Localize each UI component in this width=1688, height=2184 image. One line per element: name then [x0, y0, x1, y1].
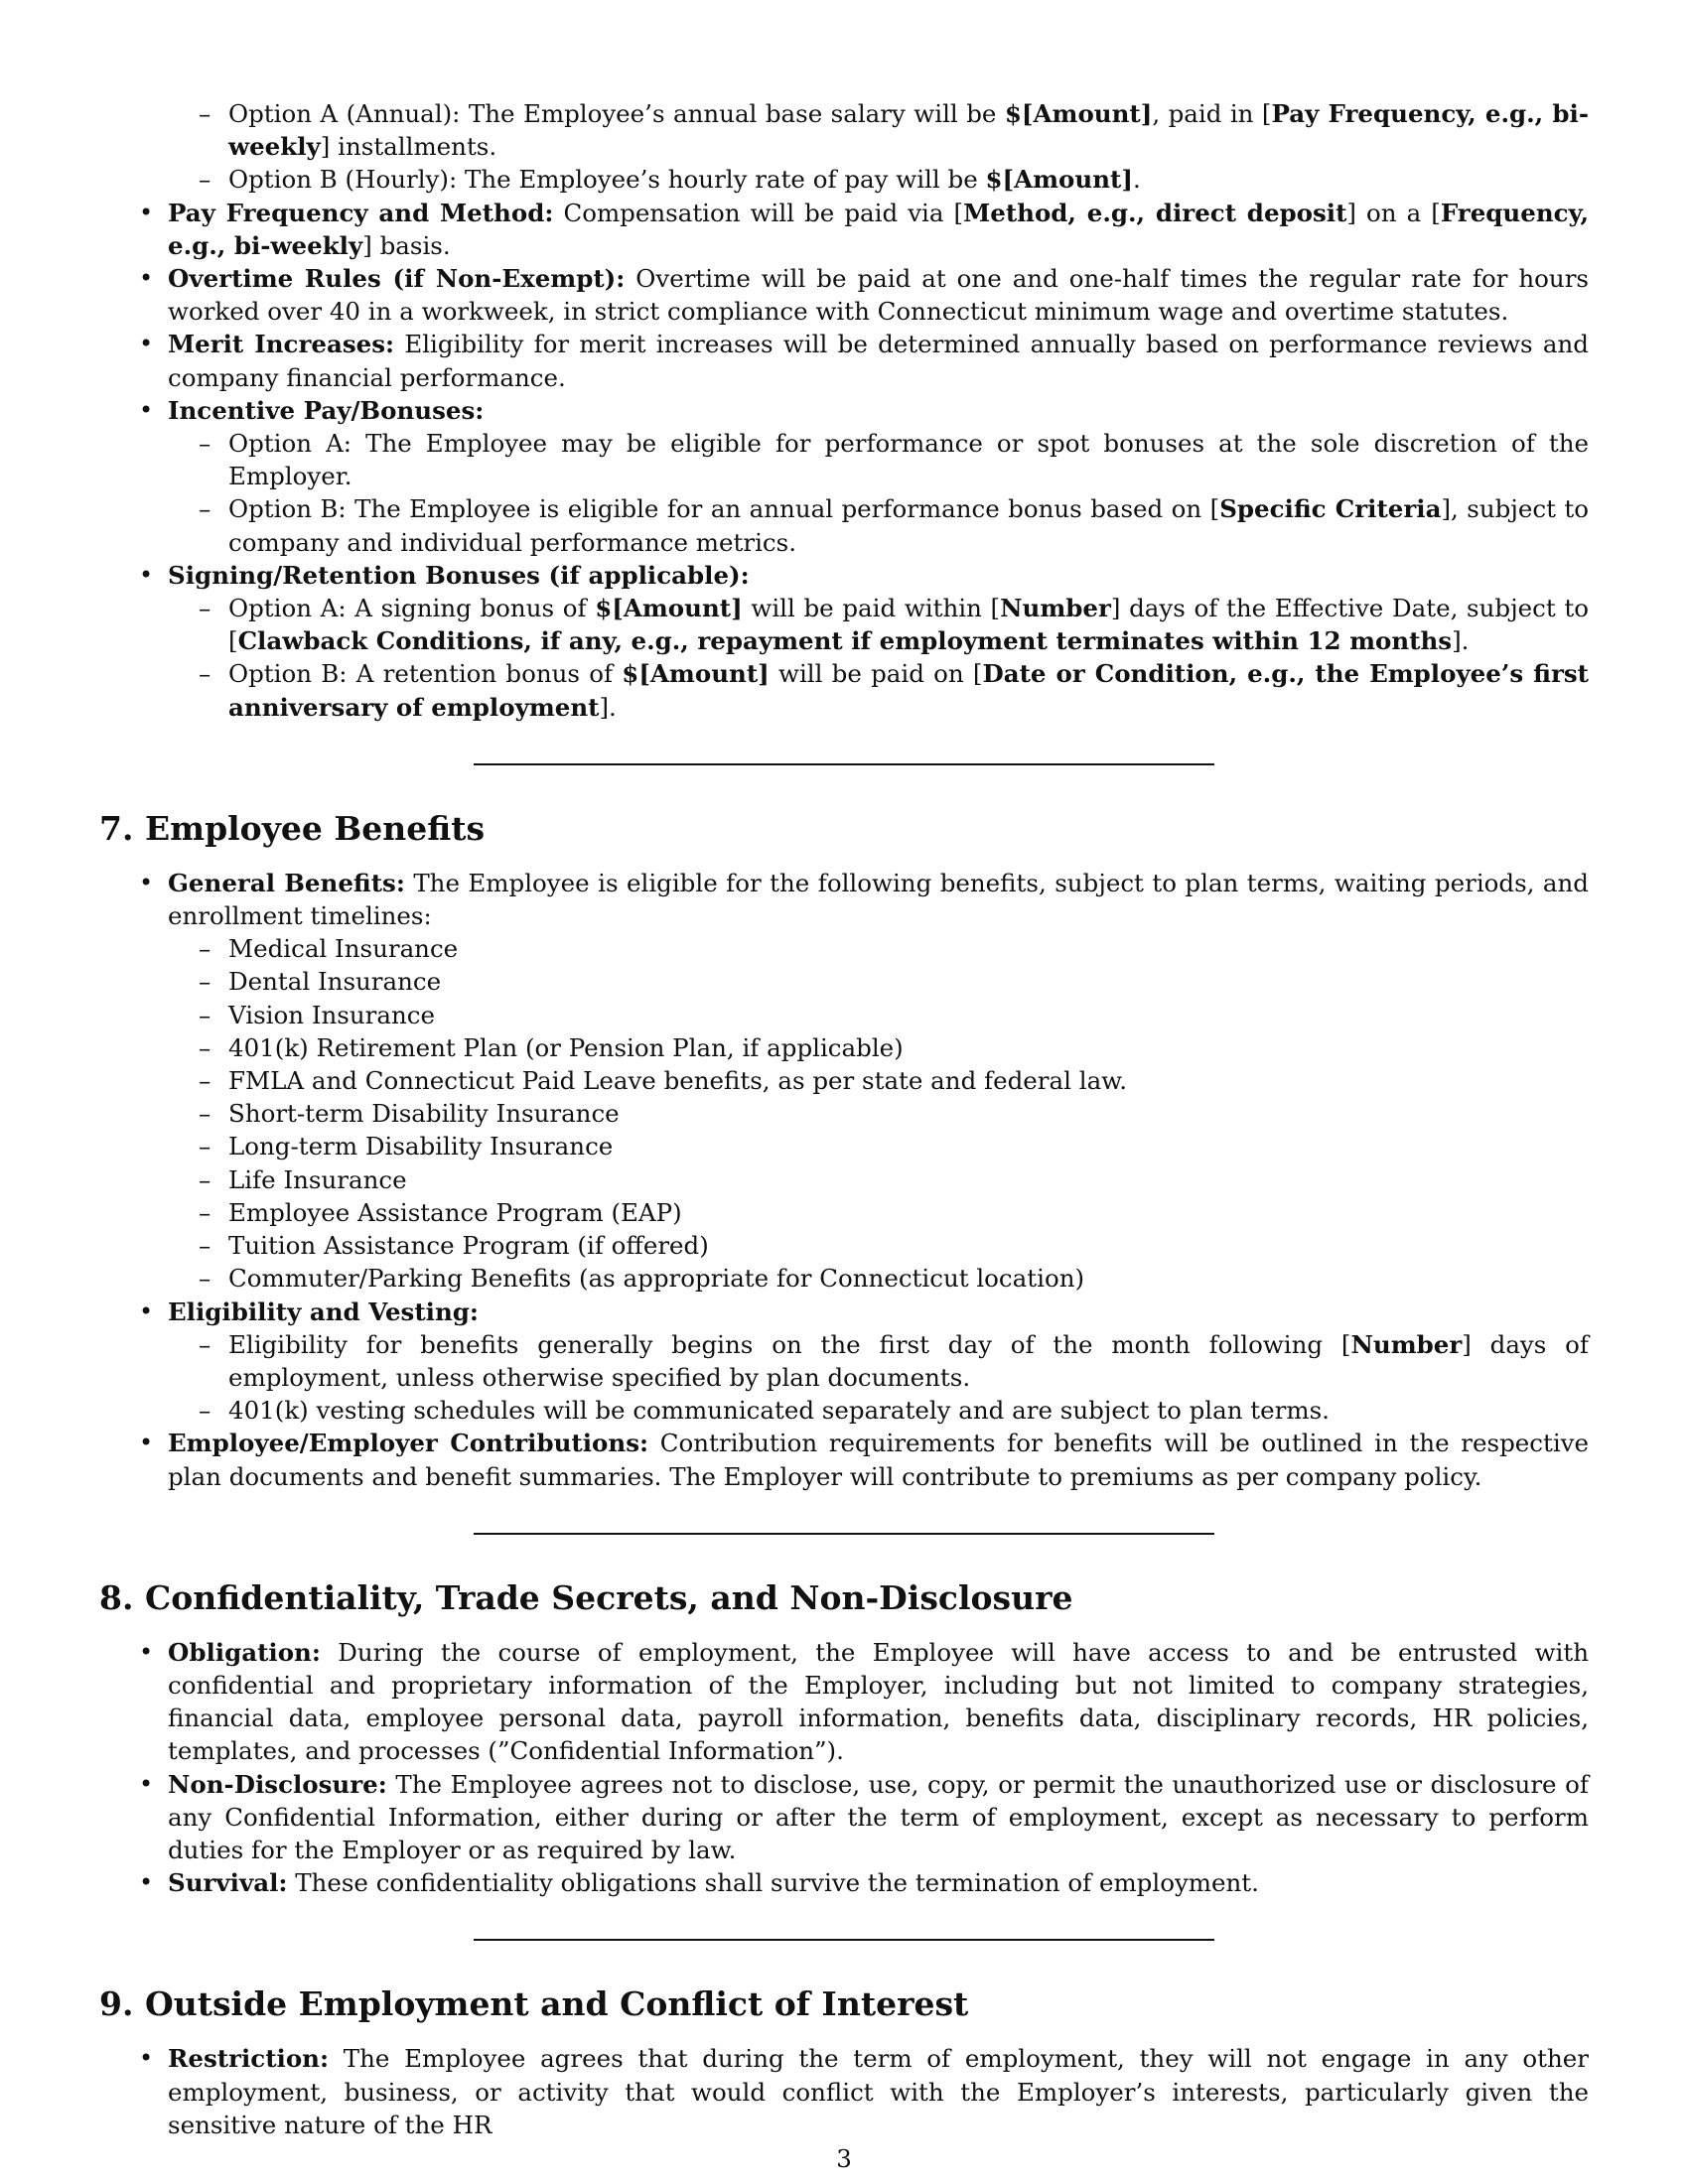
eligibility-subitem: – Eligibility for benefits generally begins on the first day of the month following [Number] days of employment, unless otherwise specified by plan documents. [99, 1328, 1589, 1394]
benefit-list-item: – Medical Insurance [99, 932, 1589, 965]
benefit-list-item: – Commuter/Parking Benefits (as appropriate for Connecticut location) [99, 1262, 1589, 1295]
eligibility-item: • Eligibility and Vesting: [99, 1296, 1589, 1328]
benefits-list [99, 932, 1589, 1295]
obligation-item: • Obligation: During the course of employment, the Employee will have access to and be entrusted with confidential and proprietary information of the Employer, including but not limited to company strategies, financial data, employee personal data, payroll information, benefits data, disciplinary records, HR policies, templates, and processes (”Confidential Information”). [99, 1636, 1589, 1768]
survival-item: • Survival: These confidentiality obligations shall survive the termination of employment. [99, 1866, 1589, 1899]
restriction-item: • Restriction: The Employee agrees that during the term of employment, they will not engage in any other employment, business, or activity that would conflict with the Employer’s interests, particularly given the sensitive nature of the HR [99, 2042, 1589, 2141]
benefit-list-item: – Life Insurance [99, 1163, 1589, 1196]
general-benefits-item: • General Benefits: The Employee is eligible for the following benefits, subject to plan terms, waiting periods, and enrollment timelines: [99, 867, 1589, 932]
incentive-option-b: – Option B: The Employee is eligible for an annual performance bonus based on [Specific Criteria], subject to company and individual performance metrics. [99, 492, 1589, 558]
merit-item: • Merit Increases: Eligibility for merit increases will be determined annually based on performance reviews and company financial performance. [99, 328, 1589, 393]
benefit-list-item: – FMLA and Connecticut Paid Leave benefits, as per state and federal law. [99, 1064, 1589, 1097]
option-b-hourly: – Option B (Hourly): The Employee’s hourly rate of pay will be $[Amount]. [99, 163, 1589, 196]
vesting-subitem: – 401(k) vesting schedules will be communicated separately and are subject to plan terms. [99, 1394, 1589, 1427]
section-8-heading: 8. Confidentiality, Trade Secrets, and Non-Disclosure [99, 1577, 1073, 1617]
document-page [99, 97, 1589, 2141]
section-7-heading: 7. Employee Benefits [99, 808, 486, 848]
incentive-option-a: – Option A: The Employee may be eligible for performance or spot bonuses at the sole discretion of the Employer. [99, 427, 1589, 492]
benefit-list-item: – Short-term Disability Insurance [99, 1097, 1589, 1130]
non-disclosure-item: • Non-Disclosure: The Employee agrees not to disclose, use, copy, or permit the unauthorized use or disclosure of any Confidential Information, either during or after the term of employment, except as necessary to perform duties for the Employer or as required by law. [99, 1768, 1589, 1867]
section-divider [474, 1939, 1214, 1941]
benefit-list-item: – Dental Insurance [99, 965, 1589, 998]
overtime-item: • Overtime Rules (if Non-Exempt): Overtime will be paid at one and one-half times the regular rate for hours worked over 40 in a workweek, in strict compliance with Connecticut minimum wage and overtime statutes. [99, 262, 1589, 328]
contributions-item: • Employee/Employer Contributions: Contribution requirements for benefits will be outlined in the respective plan documents and benefit summaries. The Employer will contribute to premiums as per company policy. [99, 1427, 1589, 1492]
section-divider [474, 1533, 1214, 1535]
retention-option-b: – Option B: A retention bonus of $[Amount] will be paid on [Date or Condition, e.g., the Employee’s first anniversary of employment]. [99, 657, 1589, 723]
incentive-item: • Incentive Pay/Bonuses: [99, 394, 1589, 427]
option-a-annual: – Option A (Annual): The Employee’s annual base salary will be $[Amount], paid in [Pay Frequency, e.g., bi-weekly] installments. [99, 97, 1589, 163]
benefit-list-item: – Vision Insurance [99, 999, 1589, 1031]
benefit-list-item: – Long-term Disability Insurance [99, 1130, 1589, 1162]
benefit-list-item: – Employee Assistance Program (EAP) [99, 1196, 1589, 1229]
section-divider [474, 763, 1214, 765]
section-9-heading: 9. Outside Employment and Conflict of Interest [99, 1984, 969, 2024]
benefit-list-item: – Tuition Assistance Program (if offered) [99, 1229, 1589, 1262]
pay-frequency-item: • Pay Frequency and Method: Compensation will be paid via [Method, e.g., direct deposit] on a [Frequency, e.g., bi-weekly] basis. [99, 197, 1589, 262]
benefit-list-item: – 401(k) Retirement Plan (or Pension Plan, if applicable) [99, 1031, 1589, 1064]
signing-item: • Signing/Retention Bonuses (if applicable): [99, 559, 1589, 592]
page-number: 3 [836, 2144, 852, 2173]
signing-option-a: – Option A: A signing bonus of $[Amount] will be paid within [Number] days of the Effective Date, subject to [Clawback Conditions, if any, e.g., repayment if employment terminates within 12 months]. [99, 592, 1589, 657]
